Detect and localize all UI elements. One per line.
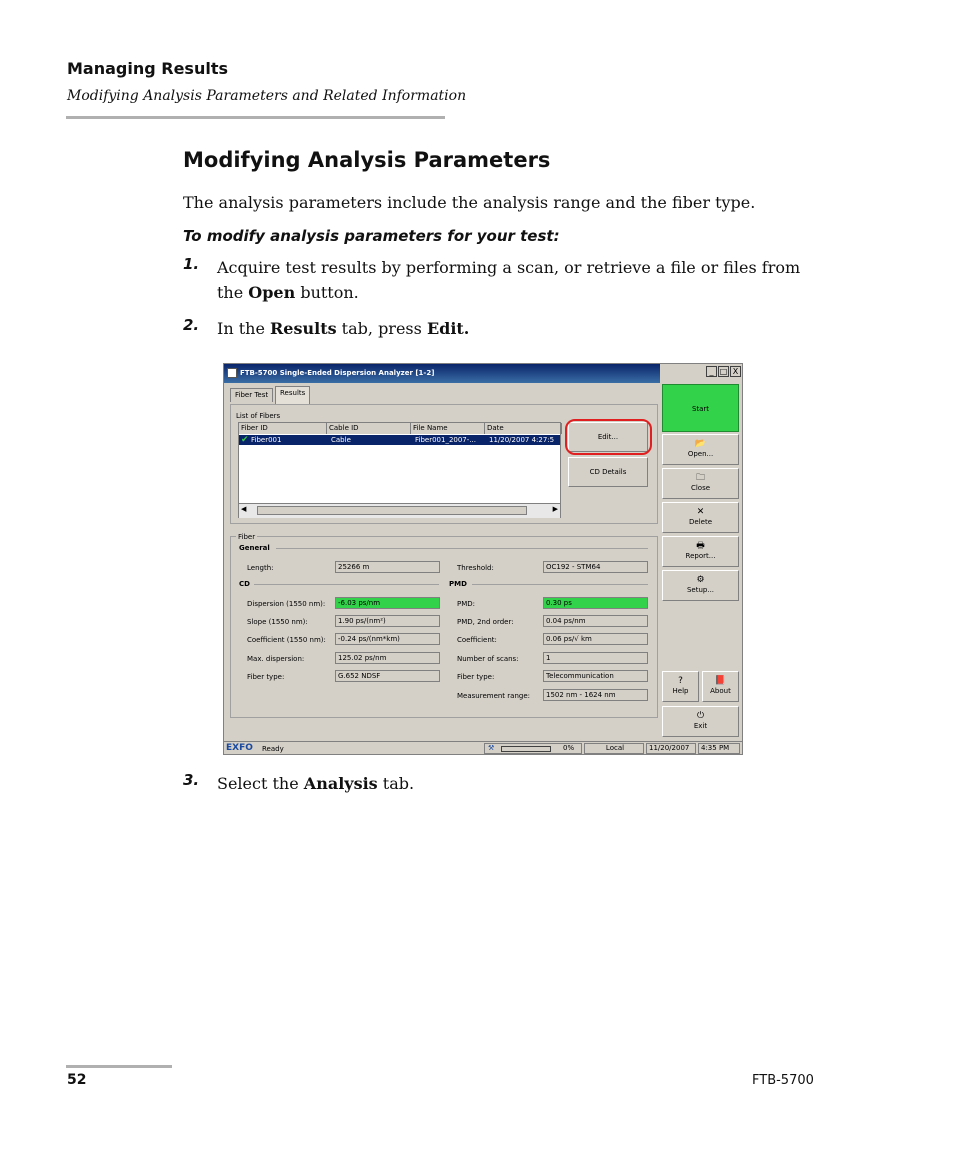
cd-dispersion-value: -6.03 ps/nm (335, 597, 440, 609)
check-icon: ✔ (241, 435, 249, 445)
close-button[interactable]: 🗀 Close (662, 468, 739, 499)
time-text: 4:35 PM (698, 743, 740, 754)
column-cable-id[interactable]: Cable ID (327, 423, 411, 434)
step-number: 1. (183, 255, 200, 273)
minimize-button[interactable]: _ (706, 366, 717, 377)
pmd-fiber-type-value: Telecommunication (543, 670, 648, 682)
edit-callout-ring (565, 419, 652, 455)
date-text: 11/20/2007 (646, 743, 696, 754)
cd-row-label: Slope (1550 nm): (247, 618, 308, 626)
cd-slope-value: 1.90 ps/(nm²) (335, 615, 440, 627)
scroll-left-icon[interactable]: ◀ (241, 505, 247, 513)
pmd-row-label: Number of scans: (457, 655, 519, 663)
cd-row-label: Fiber type: (247, 673, 285, 681)
footer-rule (66, 1065, 172, 1068)
cd-row-label: Max. dispersion: (247, 655, 305, 663)
about-button[interactable]: 📕 About (702, 671, 739, 702)
cd-details-button[interactable]: CD Details (568, 457, 648, 487)
list-title: List of Fibers (236, 412, 281, 420)
step-number: 3. (183, 771, 200, 789)
pmd-measurement-range-value: 1502 nm - 1624 nm (543, 689, 648, 701)
location-text: Local (584, 743, 644, 754)
edit-button[interactable]: Edit... (568, 422, 648, 452)
step-text: Select the Analysis tab. (217, 774, 415, 793)
maximize-button[interactable]: □ (719, 367, 728, 376)
delete-button[interactable]: ✕ Delete (662, 502, 739, 533)
progress-bar (501, 746, 551, 752)
fiber-group-label: Fiber (238, 533, 256, 541)
pmd-heading: PMD (449, 580, 467, 588)
horizontal-scrollbar[interactable] (239, 503, 560, 518)
report-button[interactable]: 🖶 Report... (662, 536, 739, 567)
threshold-value: OC192 - STM64 (543, 561, 648, 573)
threshold-label: Threshold: (457, 564, 494, 572)
cd-row-label: Dispersion (1550 nm): (247, 600, 326, 608)
status-text: Ready (262, 745, 284, 753)
scroll-right-icon[interactable]: ▶ (552, 505, 558, 513)
pmd-coefficient-value: 0.06 ps/√ km (543, 633, 648, 645)
section-title: Managing Results (67, 59, 228, 78)
cd-max-dispersion-value: 125.02 ps/nm (335, 652, 440, 664)
cd-fiber-type-value: G.652 NDSF (335, 670, 440, 682)
page-number: 52 (67, 1072, 87, 1088)
tab-fiber-test[interactable]: Fiber Test (230, 388, 273, 402)
step-number: 2. (183, 316, 200, 334)
page-heading: Modifying Analysis Parameters (183, 148, 551, 172)
general-divider (276, 548, 648, 549)
intro-paragraph: The analysis parameters include the analysis range and the fiber type. (183, 193, 756, 212)
column-fiber-id[interactable]: Fiber ID (239, 423, 327, 434)
progress-text: 0% (563, 744, 575, 752)
title-bar (224, 364, 660, 383)
pmd-divider (472, 584, 648, 585)
exfo-logo: EXFO (226, 743, 253, 753)
power-icon: ⏻ (696, 711, 705, 721)
close-window-button[interactable]: X (730, 366, 741, 377)
pmd-row-label: Fiber type: (457, 673, 495, 681)
pmd-row-label: PMD: (457, 600, 476, 608)
cell-date: 11/20/2007 4:27:5 (489, 436, 555, 444)
app-window-screenshot (223, 363, 743, 755)
cell-cable-id: Cable (331, 436, 351, 444)
setup-button[interactable]: ⚙ Setup... (662, 570, 739, 601)
delete-x-icon: ✕ (696, 507, 705, 517)
wrench-icon: ⚒ (488, 744, 495, 752)
pmd-value: 0.30 ps (543, 597, 648, 609)
app-icon (227, 368, 237, 378)
table-row[interactable] (239, 435, 560, 445)
general-heading: General (239, 544, 270, 552)
cd-coefficient-value: -0.24 ps/(nm*km) (335, 633, 440, 645)
length-label: Length: (247, 564, 274, 572)
pmd-row-label: PMD, 2nd order: (457, 618, 514, 626)
step-2 (183, 316, 823, 341)
cd-divider (254, 584, 439, 585)
scroll-thumb[interactable] (257, 506, 527, 515)
about-book-icon: 📕 (714, 676, 727, 686)
window-title: FTB-5700 Single-Ended Dispersion Analyzer [1-2] (240, 369, 435, 377)
product-name: FTB-5700 (752, 1073, 814, 1088)
cd-heading: CD (239, 580, 250, 588)
step-text: Acquire test results by performing a scan, or retrieve a file or files from the Open button. (217, 258, 801, 302)
help-icon: ? (678, 676, 683, 686)
start-button[interactable]: Start (662, 384, 739, 432)
list-header (239, 423, 560, 434)
column-file-name[interactable]: File Name (411, 423, 485, 434)
step-3 (183, 771, 823, 796)
fiber-list[interactable] (238, 422, 561, 518)
column-date[interactable]: Date (485, 423, 562, 434)
folder-icon: 🗀 (695, 473, 705, 483)
header-rule (66, 116, 445, 119)
length-value: 25266 m (335, 561, 440, 573)
setup-icon: ⚙ (696, 575, 705, 585)
pmd-scans-value: 1 (543, 652, 648, 664)
cell-fiber-id: Fiber001 (251, 436, 282, 444)
procedure-title: To modify analysis parameters for your test: (183, 227, 560, 245)
subsection-title: Modifying Analysis Parameters and Related Information (67, 88, 467, 104)
help-button[interactable]: ? Help (662, 671, 699, 702)
pmd-row-label: Measurement range: (457, 692, 530, 700)
pmd-2nd-order-value: 0.04 ps/nm (543, 615, 648, 627)
report-icon: 🖶 (696, 541, 705, 551)
tab-results[interactable]: Results (275, 386, 310, 404)
status-bar (224, 741, 742, 754)
open-button[interactable]: 📂 Open... (662, 434, 739, 465)
folder-open-icon: 📂 (694, 439, 707, 449)
progress-segment (484, 743, 582, 754)
exit-button[interactable]: ⏻ Exit (662, 706, 739, 737)
cd-row-label: Coefficient (1550 nm): (247, 636, 326, 644)
pmd-row-label: Coefficient: (457, 636, 497, 644)
cell-file-name: Fiber001_2007-... (415, 436, 476, 444)
step-1 (183, 255, 823, 305)
step-text: In the Results tab, press Edit. (217, 319, 470, 338)
